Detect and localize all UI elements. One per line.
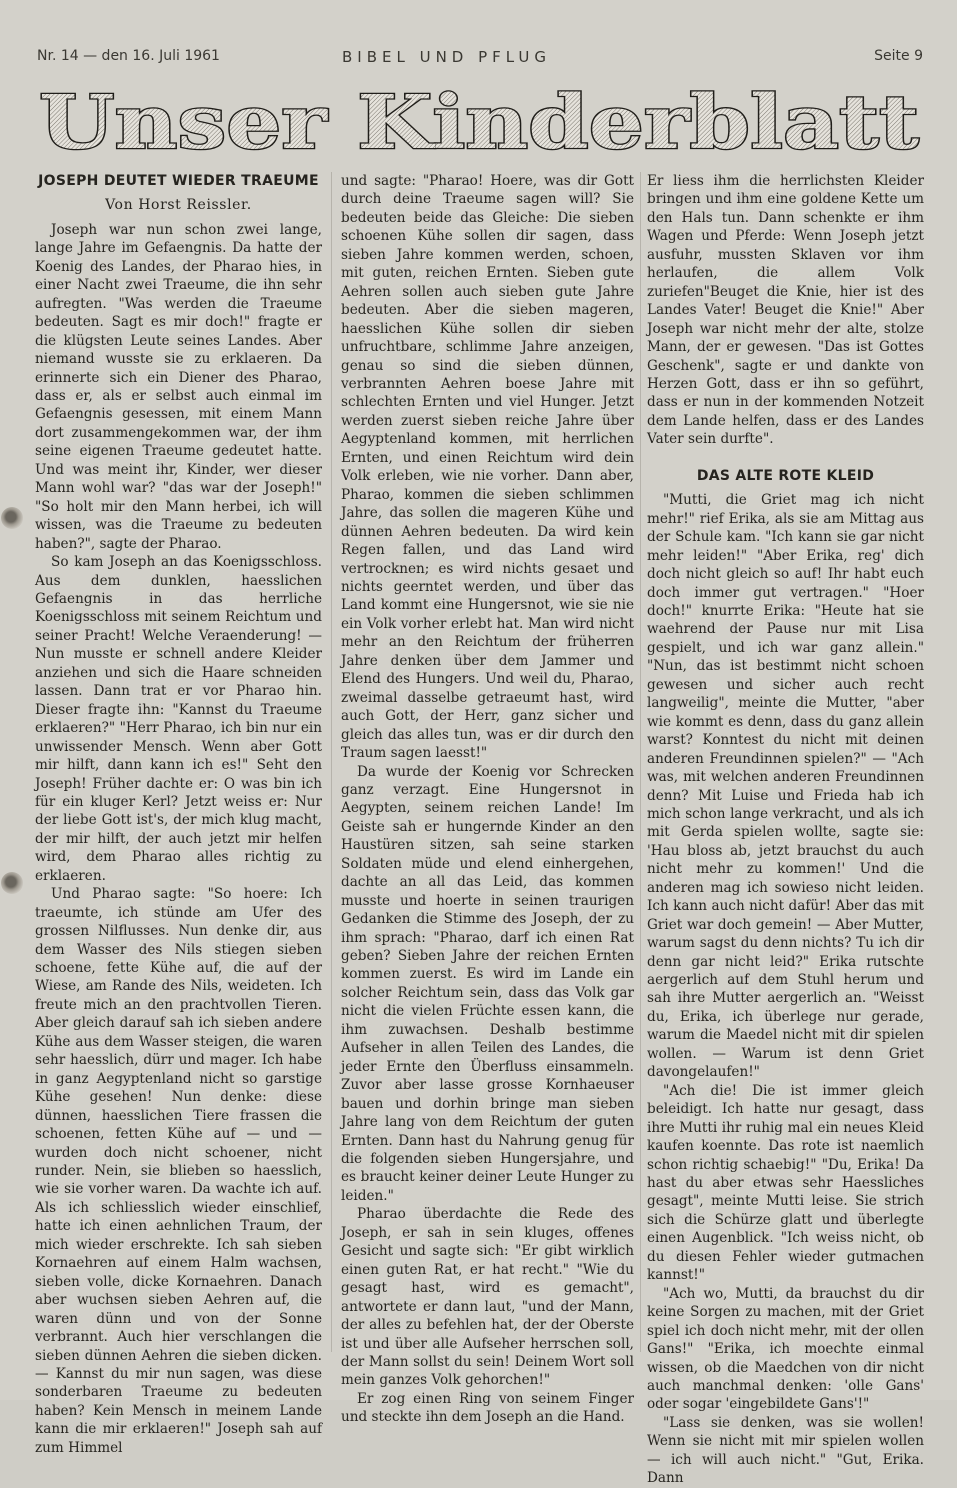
paragraph: Joseph war nun schon zwei lange, lange Jahre im Gefaengnis. Da hatte der Koenig des Landes, der Pharao hies, in einer Nacht zwei Traeume, die ihn sehr aufregten. "Was werden die Traeume bedeuten. Sagt es mir doch!" fragte er die klügsten Leute seines Landes. Aber niemand wusste sie zu erklaeren. Da erinnerte sich ein Diener des Pharao, dass er, als er selbst auch einmal im Gefaengnis gesessen, mit einem Mann dort zusammengekommen war, der ihm seine eigenen Traeume gedeutet hatte. Und was meint ihr, Kinder, wer dieser Mann wohl war? "das war der Joseph!" "So holt mir den Mann herbei, ich will wissen, was die Traeume zu bedeuten haben?", sagte der Pharao. <box>35 221 322 552</box>
page-header <box>37 48 923 70</box>
paragraph: So kam Joseph an das Koenigsschloss. Aus dem dunklen, haesslichen Gefaengnis in das herrliche Koenigsschloss mit seinem Reichtum und seiner Pracht! Welche Veraenderung! — Nun musste er schnell andere Kleider anziehen und sich die Haare schneiden lassen. Dann trat er vor Pharao hin. Dieser fragte ihn: "Kannst du Traeume erklaeren?" "Herr Pharao, ich bin nur ein unwissender Mensch. Wenn aber Gott mir hilft, dann kann ich es!" Seht den Joseph! Früher dachte er: O was bin ich für ein kluger Kerl? Jetzt weiss er: Nur der liebe Gott ist's, der mich klug macht, der mir hilft, der auch jetzt mir helfen wird, dem Pharao alles richtig zu erklaeren. <box>35 554 322 884</box>
paragraph: "Ach wo, Mutti, da brauchst du dir keine Sorgen zu machen, mit der Griet spiel ich doch nicht mehr, mit der ollen Gans!" "Erika, ich moechte einmal wissen, ob die Maedchen von dir nicht auch manchmal denken: 'olle Gans' oder sogar 'eingebildete Gans'!" <box>647 1285 924 1413</box>
page-number: Seite 9 <box>874 48 923 64</box>
paper-name: BIBEL UND PFLUG <box>342 48 552 66</box>
paragraph: Pharao überdachte die Rede des Joseph, er sah in sein kluges, offenes Gesicht und sagte sich: "Er gibt wirklich einen guten Rat, er hat recht." "Wie du gesagt hast, wird es gemacht", antwortete er dann laut, "und der Mann, der alles zu befehlen hat, der der Oberste ist und über alle Aufseher herrschen soll, der Mann sollst du sein! Deinem Wort soll mein ganzes Volk gehorchen!" <box>341 1206 634 1389</box>
paragraph: "Lass sie denken, was sie wollen! Wenn sie nicht mit mir spielen wollen — ich will auch nicht." "Gut, Erika. Dann <box>647 1414 924 1487</box>
paragraph: "Mutti, die Griet mag ich nicht mehr!" rief Erika, als sie am Mittag aus der Schule kam. "Ich kann sie gar nicht mehr leiden!" "Aber Erika, reg' dich doch nicht gleich so auf! Ihr habt euch doch immer gut vertragen." "Hoer doch!" knurrte Erika: "Heute hat sie waehrend der Pause nur mit Lisa gespielt, und ich war ganz allein." "Nun, das ist bestimmt nicht schoen gewesen und sicher auch recht langweilig", meinte die Mutter, "aber wie kommt es denn, dass du ganz allein warst? Konntest du nicht mit deinen anderen Freundinnen spielen?" — "Ach was, mit welchen anderen Freundinnen denn? Mit Luise und Frieda hab ich mich schon lange verkracht, und als ich mit Gerda spielen wollte, sagte sie: 'Hau bloss ab, jetzt brauchst du auch nicht mehr zu kommen!' Und die anderen mag ich sowieso nicht leiden. Ich kann auch nicht dafür! Aber das mit Griet war doch gemein! — Aber Mutter, warum sagst du denn nichts? Tu ich dir denn gar nicht leid?" Erika rutschte aergerlich auf dem Stuhl herum und sah ihre Mutter aergerlich an. "Weisst du, Erika, ich überlege nur gerade, warum die Maedel nicht mit dir spielen wollen. — Warum ist denn Griet davongelaufen!" <box>647 492 924 1081</box>
column-3 <box>647 172 924 1488</box>
punch-hole-top <box>1 507 23 529</box>
punch-hole-bottom <box>1 872 23 894</box>
masthead <box>34 80 924 170</box>
article-byline: Von Horst Reissler. <box>105 197 252 214</box>
masthead-title-graphic <box>34 80 924 170</box>
article-headline-joseph: JOSEPH DEUTET WIEDER TRAEUME <box>38 173 319 189</box>
column-divider-2 <box>640 172 641 1352</box>
paragraph: Er zog einen Ring von seinem Finger und steckte ihn dem Joseph an die Hand. <box>341 1390 634 1426</box>
masthead-title: Unser Kinderblatt <box>39 80 919 166</box>
column-1 <box>35 172 322 1457</box>
issue-date: Nr. 14 — den 16. Juli 1961 <box>37 48 220 64</box>
paragraph: "Ach die! Die ist immer gleich beleidigt. Ich hatte nur gesagt, dass ihre Mutti ihr ruhig mal ein neues Kleid kaufen koennte. Das rote ist naemlich schon richtig schaebig!" "Du, Erika! Da hast du aber etwas sehr Haessliches gesagt", meinte Mutti leise. Sie strich sich die Schürze glatt und überlegte einen Augenblick. "Ich weiss nicht, ob du diesen Fehler wieder gutmachen kannst!" <box>647 1082 924 1284</box>
column-divider-1 <box>331 172 332 1352</box>
paragraph: und sagte: "Pharao! Hoere, was dir Gott durch deine Traeume sagen will? Sie bedeuten beide das Gleiche: Die sieben schoenen Kühe sollen dir sagen, dass sieben Jahre kommen werden, schoen, mit guten, reichen Ernten. Sieben gute Aehren sollen auch sieben gute Jahre bedeuten. Aber die sieben mageren, haesslichen Kühe sollen dir sieben unfruchtbare, schlimme Jahre anzeigen, genau so sind die sieben dünnen, verbrannten Aehren boese Jahre mit schlechten Ernten und viel Hunger. Jetzt werden zuerst sieben reiche Jahre über Aegyptenland kommen, mit herrlichen Ernten, und einen Reichtum wird dein Volk erleben, wie nie vorher. Dann aber, Pharao, kommen die sieben schlimmen Jahre, das sollen die mageren Kühe und dünnen Aehren bedeuten. Da wird kein Regen fallen, und das Land wird vertrocknen; es wird nichts gesaet und nichts geerntet werden, und über das Land kommt eine Hungersnot, wie sie nie ein Volk vorher erlebt hat. Man wird nicht mehr an den Reichtum der früherren Jahre denken über dem Jammer und Elend des Hungers. Und weil du, Pharao, zweimal dasselbe getraeumt hast, wird auch Gott, der Herr, ganz sicher und gleich das alles tun, was er dir durch den Traum sagen laesst!" <box>341 173 634 762</box>
column-2 <box>341 172 634 1427</box>
paragraph: Da wurde der Koenig vor Schrecken ganz verzagt. Eine Hungersnot in Aegypten, seinem reichen Lande! Im Geiste sah er hungernde Kinder an den Haustüren sitzen, sah seine starken Soldaten müde und elend einhergehen, dachte an all das Leid, das kommen musste und hoerte in seinen traurigen Gedanken die Stimme des Joseph, der zu ihm sprach: "Pharao, darf ich einen Rat geben? Sieben Jahre der reichen Ernten kommen zuerst. Es wird im Lande ein solcher Reichtum sein, dass das Volk gar nicht die vielen Früchte essen kann, die ihm zuwachsen. Deshalb bestimme Aufseher in allen Teilen des Landes, die jeder Ernte den Überfluss einsammeln. Zuvor aber lasse grosse Kornhaeuser bauen und dorhin bringe man sieben Jahre lang von dem Reichtum der guten Ernten. Dann hast du Nahrung genug für die folgenden sieben Hungersjahre, und es braucht keiner deiner Leute Hunger zu leiden." <box>341 763 634 1204</box>
paragraph: Und Pharao sagte: "So hoere: Ich traeumte, ich stünde am Ufer des grossen Nilflusses. Nun denke dir, aus dem Wasser des Nils stiegen sieben schoene, fette Kühe auf, die auf der Wiese, am Rande des Nils, weideten. Ich freute mich an den prachtvollen Tieren. Aber gleich darauf sah ich sieben andere Kühe aus dem Wasser steigen, die waren sehr haesslich, dürr und mager. Ich habe in ganz Aegyptenland nicht so garstige Kühe gesehen! Nun denke: diese dünnen, haesslichen Tiere frassen die schoenen, fetten Kühe auf — und — wurden doch nicht schoener, nicht runder. Nein, sie blieben so haesslich, wie sie vorher waren. Da wachte ich auf. Als ich schliesslich wieder einschlief, hatte ich einen aehnlichen Traum, der mich wieder erschrekte. Ich sah sieben Kornaehren auf einem Halm wachsen, sieben volle, dicke Kornaehren. Danach aber wuchsen sieben Aehren auf, die waren dünn und von der Sonne verbrannt. Auch hier verschlangen die sieben dünnen Aehren die sieben dicken. — Kannst du mir nun sagen, was diese sonderbaren Traeume zu bedeuten haben? Kein Mensch in meinem Lande kann die mir erklaeren!" Joseph sah auf zum Himmel <box>35 886 322 1456</box>
paragraph: Er liess ihm die herrlichsten Kleider bringen und ihm eine goldene Kette um den Hals tun. Dann schenkte er ihm Wagen und Pferde: Wenn Joseph jetzt ausfuhr, mussten Sklaven vor ihm herlaufen, die allem Volk zuriefen"Beuget die Knie, hier ist des Landes Vater! Beuget die Knie!" Aber Joseph war nicht mehr der alte, stolze Mann, der er gewesen. "Das ist Gottes Geschenk", sagte er und dankte von Herzen Gott, dass er ihn so geführt, dass er nun in der kommenden Notzeit dem Lande helfen, dass er des Landes Vater sein durfte". <box>647 173 924 448</box>
article-headline-kleid: DAS ALTE ROTE KLEID <box>696 467 875 484</box>
